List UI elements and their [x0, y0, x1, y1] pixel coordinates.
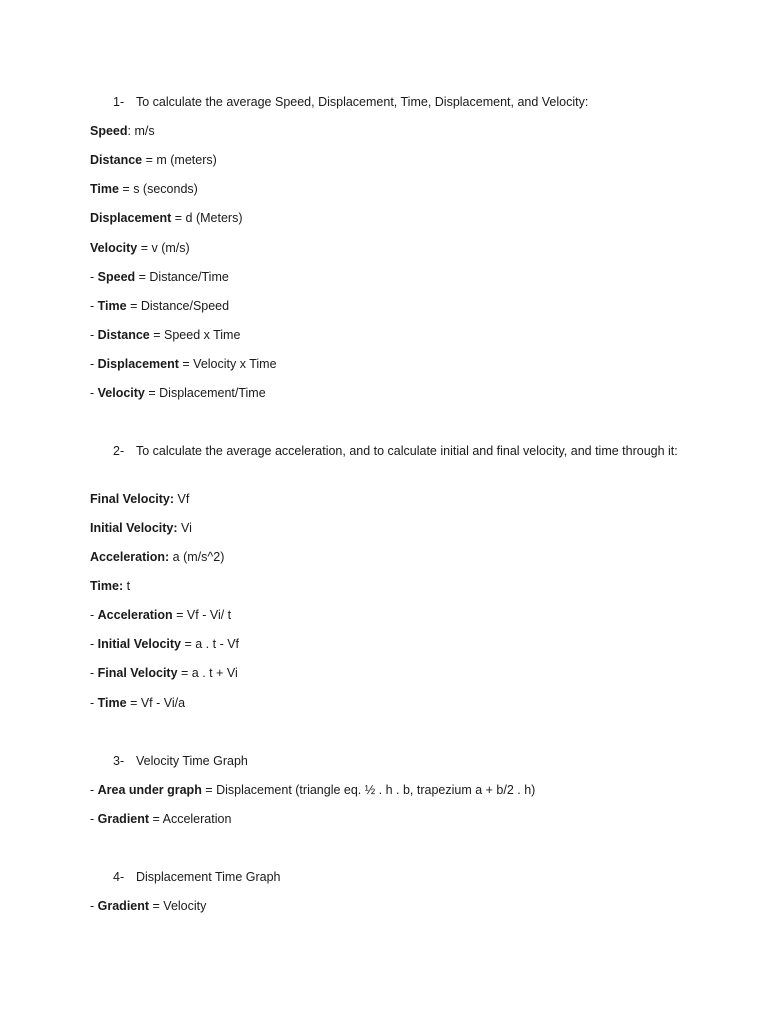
term: Time [97, 696, 127, 710]
formula-line: - Initial Velocity = a . t - Vf [90, 637, 240, 651]
definition: Vi [177, 521, 192, 535]
term: Displacement [90, 211, 172, 225]
definition-line [90, 122, 155, 140]
definition: Vf [174, 492, 190, 506]
section-number: 2- [113, 444, 125, 458]
definition: t [123, 579, 131, 593]
section-number: 1- [113, 95, 125, 109]
definition: = s (seconds) [118, 182, 198, 196]
definition-line [90, 577, 130, 595]
term: Velocity [97, 386, 145, 400]
definition-line [90, 151, 217, 169]
formula: = Distance/Speed [126, 299, 230, 313]
term: Speed [90, 124, 128, 138]
definition-line [90, 180, 198, 198]
term: Final Velocity: [90, 492, 175, 506]
formula: = a . t + Vi [177, 666, 238, 680]
formula: = Speed x Time [149, 328, 241, 342]
formula-line: - Gradient = Velocity [90, 899, 207, 913]
section-3-heading [113, 752, 693, 770]
section-number: 4- [113, 870, 125, 884]
definition-line [90, 239, 190, 257]
formula-line: - Displacement = Velocity x Time [90, 357, 277, 371]
formula: = Displacement (triangle eq. ½ . h . b, trapezium a + b/2 . h) [201, 783, 536, 797]
formula: = Vf - Vi/ t [172, 608, 232, 622]
formula-line: - Speed = Distance/Time [90, 270, 229, 284]
formula: = Velocity [149, 899, 207, 913]
formula: = Vf - Vi/a [126, 696, 186, 710]
term: Initial Velocity [97, 637, 182, 651]
section-2-heading [113, 442, 693, 460]
term: Acceleration: [90, 550, 170, 564]
term: Velocity [90, 241, 138, 255]
definition-line [90, 490, 189, 508]
formula-line: - Area under graph = Displacement (triangle eq. ½ . h . b, trapezium a + b/2 . h) [90, 783, 536, 797]
formula: = Acceleration [149, 812, 232, 826]
definition-line [90, 548, 224, 566]
formula: = Velocity x Time [178, 357, 277, 371]
section-title: Velocity Time Graph [136, 754, 248, 768]
definition-line [90, 209, 242, 227]
term: Area under graph [97, 783, 202, 797]
formula: = a . t - Vf [181, 637, 240, 651]
formula-line: - Distance = Speed x Time [90, 328, 241, 342]
formula-line: - Time = Vf - Vi/a [90, 696, 186, 710]
term: Gradient [97, 899, 150, 913]
term: Gradient [97, 812, 150, 826]
formula: = Distance/Time [135, 270, 229, 284]
definition: = m (meters) [142, 153, 217, 167]
formula-line: - Velocity = Displacement/Time [90, 386, 266, 400]
section-title: Displacement Time Graph [136, 870, 281, 884]
section-title: To calculate the average Speed, Displacement, Time, Displacement, and Velocity: [136, 95, 589, 109]
formula-line: - Acceleration = Vf - Vi/ t [90, 608, 232, 622]
term: Acceleration [97, 608, 173, 622]
section-1-heading [113, 93, 693, 111]
term: Time [97, 299, 127, 313]
definition-line [90, 519, 192, 537]
term: Initial Velocity: [90, 521, 178, 535]
formula: = Displacement/Time [144, 386, 266, 400]
definition: = d (Meters) [171, 211, 243, 225]
formula-line: - Gradient = Acceleration [90, 812, 232, 826]
formula-line: - Time = Distance/Speed [90, 299, 230, 313]
term: Distance [97, 328, 150, 342]
section-4-heading [113, 868, 693, 886]
definition: : m/s [127, 124, 155, 138]
term: Final Velocity [97, 666, 178, 680]
definition: = v (m/s) [137, 241, 190, 255]
section-number: 3- [113, 754, 125, 768]
term: Time: [90, 579, 124, 593]
section-title: To calculate the average acceleration, and to calculate initial and final velocity, and time through it: [136, 444, 678, 458]
formula-line: - Final Velocity = a . t + Vi [90, 666, 238, 680]
term: Displacement [97, 357, 179, 371]
term: Speed [97, 270, 136, 284]
definition: a (m/s^2) [169, 550, 225, 564]
term: Distance [90, 153, 143, 167]
term: Time [90, 182, 119, 196]
